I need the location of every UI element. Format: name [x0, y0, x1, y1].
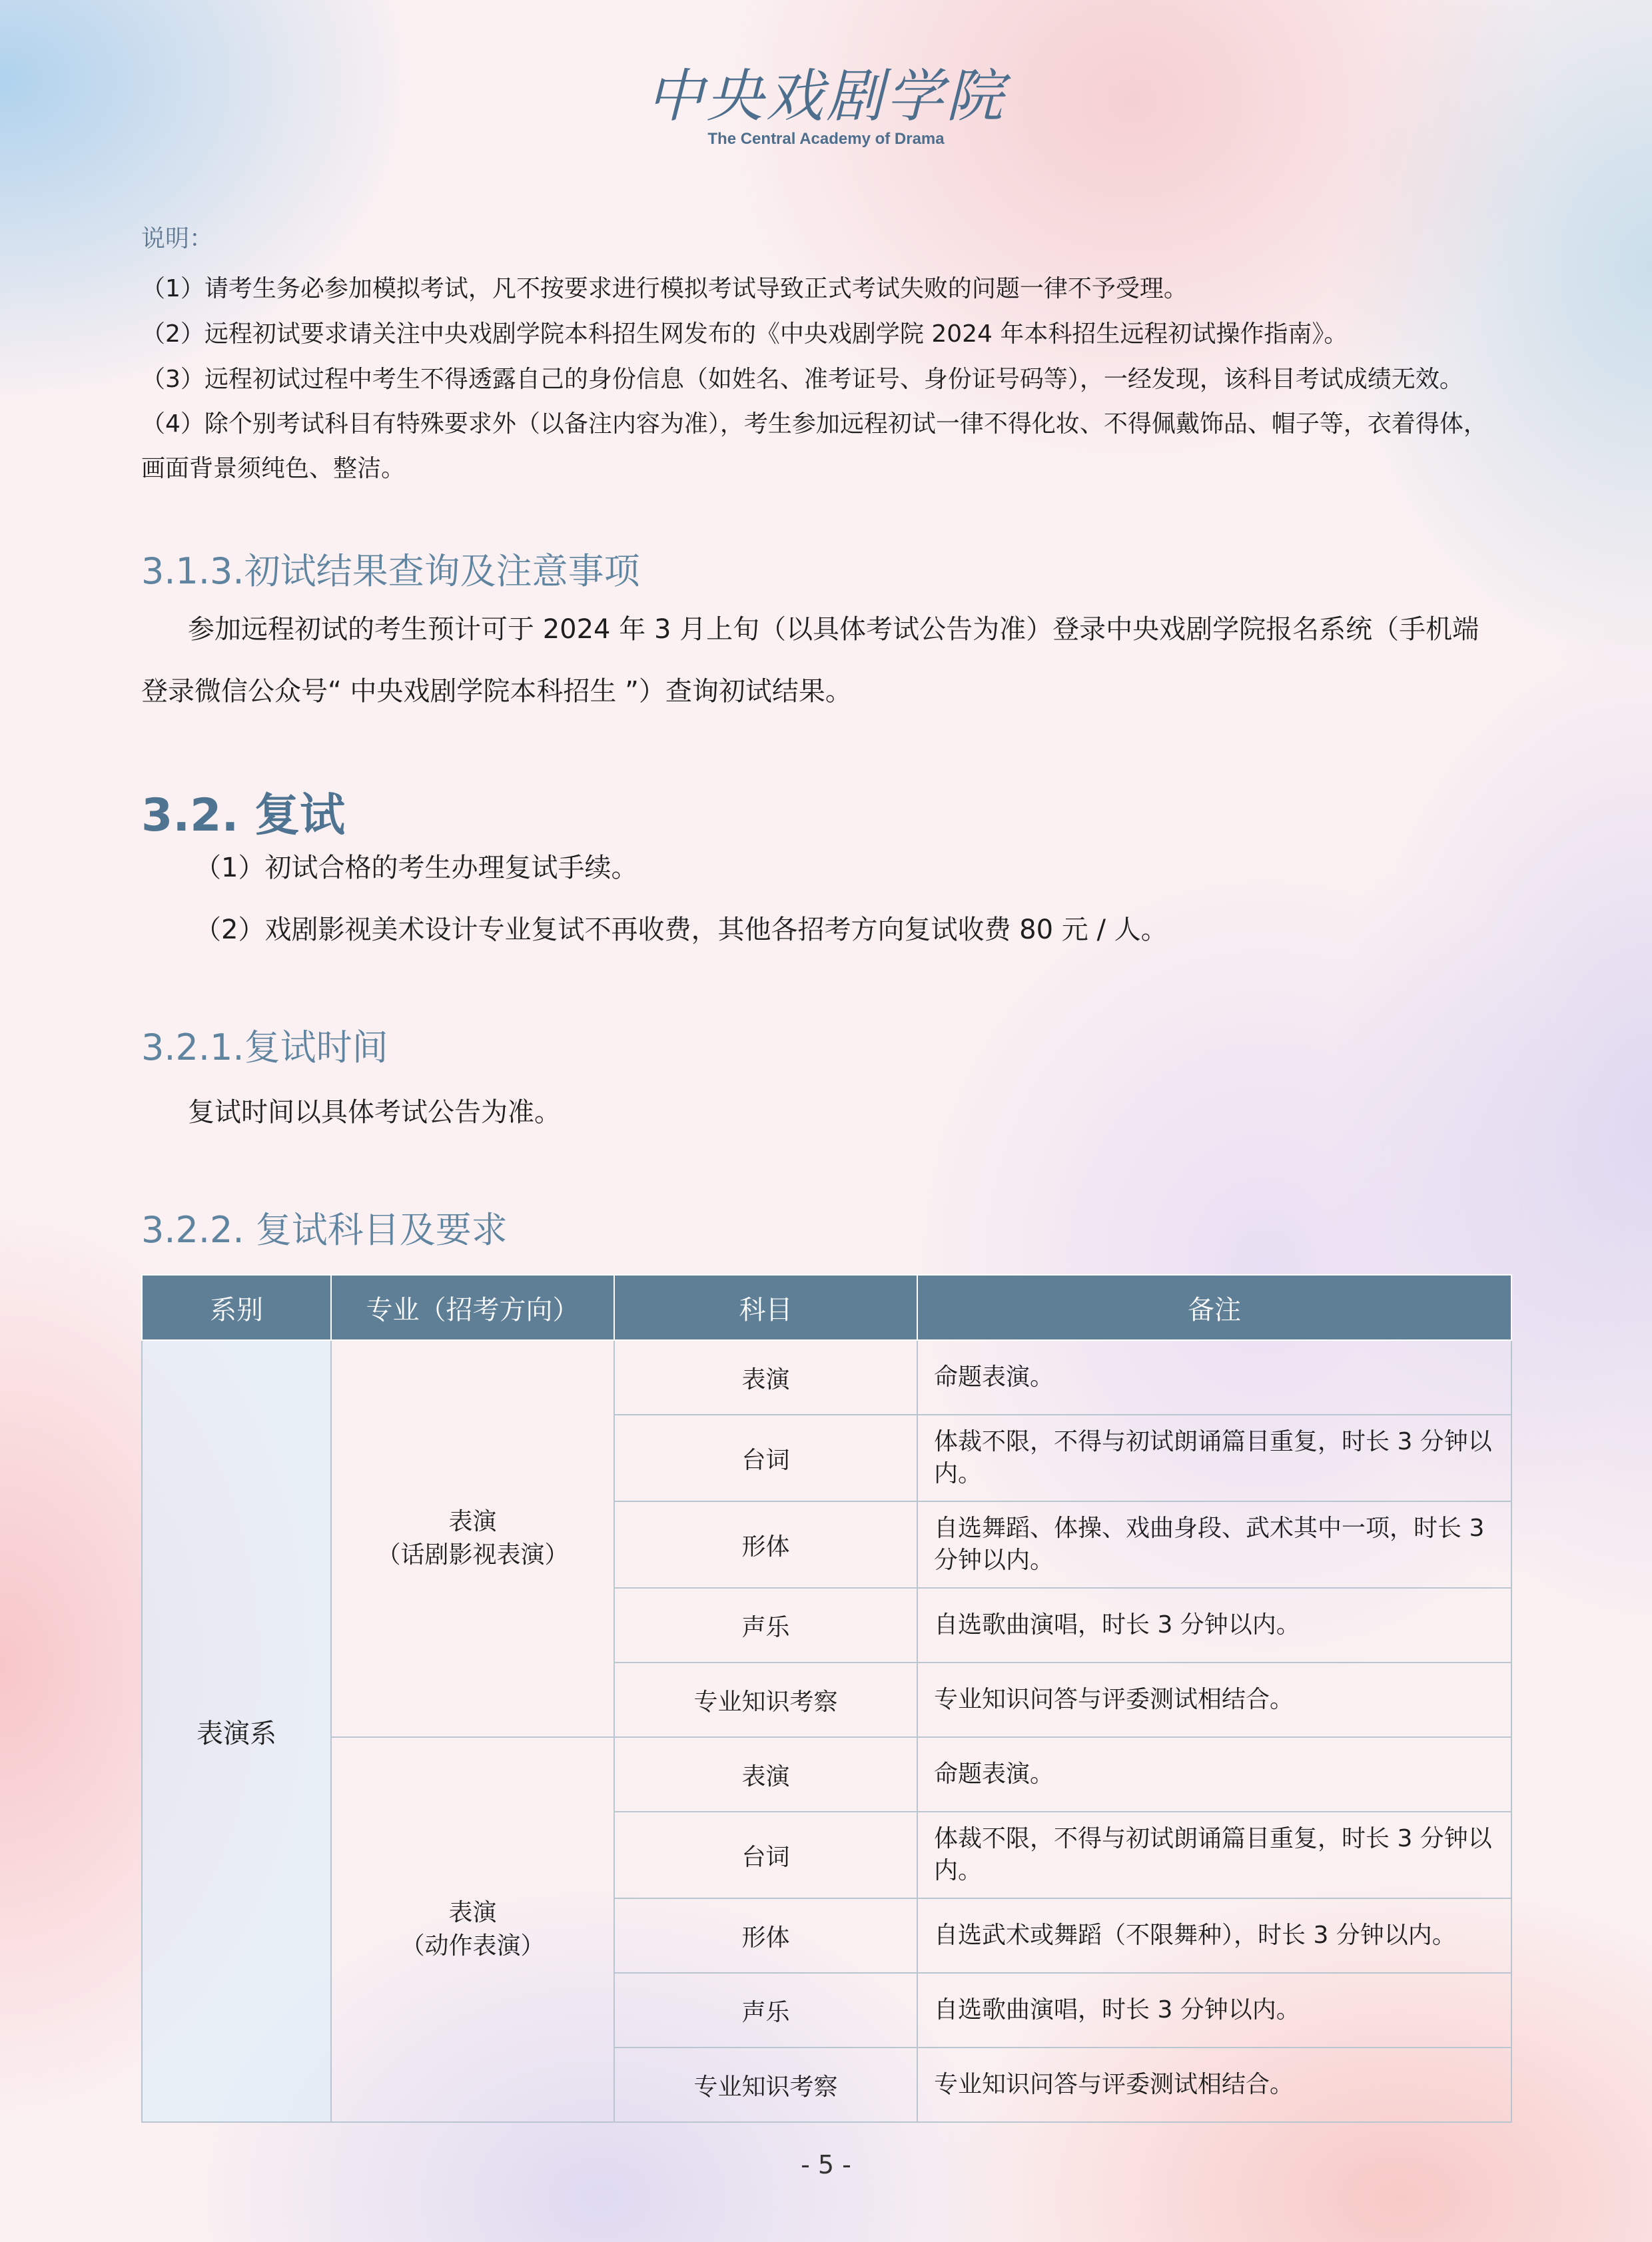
subject-cell: 专业知识考察: [614, 2048, 917, 2122]
dept-cell: 表演系: [142, 1340, 331, 2122]
heading-3-2-2: 3.2.2. 复试科目及要求: [141, 1209, 508, 1251]
note-item-4: （4）除个别考试科目有特殊要求外（以备注内容为准），考生参加远程初试一律不得化妆、不得佩戴饰品、帽子等，衣着得体，: [141, 410, 1487, 438]
sec-313-line-1: 参加远程初试的考生预计可于 2024 年 3 月上旬（以具体考试公告为准）登录中央戏剧学院报名系统（手机端: [188, 614, 1479, 645]
note-cell: 自选歌曲演唱，时长 3 分钟以内。: [917, 1973, 1511, 2048]
subject-cell: 声乐: [614, 1588, 917, 1663]
subject-cell: 表演: [614, 1737, 917, 1812]
heading-3-1-3: 3.1.3.初试结果查询及注意事项: [141, 550, 640, 592]
major-cell: [331, 1340, 614, 1737]
retest-subjects-table: [141, 1274, 1512, 2123]
note-cell: 专业知识问答与评委测试相结合。: [917, 2048, 1511, 2122]
table-row: [142, 1737, 1511, 1812]
subject-cell: 台词: [614, 1415, 917, 1501]
subject-cell: 形体: [614, 1898, 917, 1973]
notes-title: 说明：: [141, 225, 214, 252]
logo-english: The Central Academy of Drama: [707, 130, 945, 148]
subject-cell: 专业知识考察: [614, 1663, 917, 1737]
note-cell: 自选歌曲演唱，时长 3 分钟以内。: [917, 1588, 1511, 1663]
header-major: 专业（招考方向）: [331, 1275, 614, 1340]
header-dept: 系别: [142, 1275, 331, 1340]
sec-32-item-2: （2）戏剧影视美术设计专业复试不再收费，其他各招考方向复试收费 80 元 / 人。: [195, 915, 1168, 945]
note-cell: 自选舞蹈、体操、戏曲身段、武术其中一项，时长 3 分钟以内。: [917, 1501, 1511, 1588]
major-cell: [331, 1737, 614, 2122]
major-direction: （动作表演）: [400, 1932, 545, 1960]
note-cell: 自选武术或舞蹈（不限舞种），时长 3 分钟以内。: [917, 1898, 1511, 1973]
major-direction: （话剧影视表演）: [376, 1541, 569, 1569]
major-name: 表演: [448, 1899, 497, 1926]
subject-cell: 形体: [614, 1501, 917, 1588]
sec-32-item-1: （1）初试合格的考生办理复试手续。: [195, 853, 638, 883]
header-subject: 科目: [614, 1275, 917, 1340]
note-item-1: （1）请考生务必参加模拟考试，凡不按要求进行模拟考试导致正式考试失败的问题一律不予受理。: [141, 275, 1188, 302]
note-cell: 专业知识问答与评委测试相结合。: [917, 1663, 1511, 1737]
heading-3-2: 3.2. 复试: [141, 789, 345, 842]
table-header-row: [142, 1275, 1511, 1340]
note-item-3: （3）远程初试过程中考生不得透露自己的身份信息（如姓名、准考证号、身份证号码等），一经发现，该科目考试成绩无效。: [141, 366, 1463, 393]
note-cell: 命题表演。: [917, 1340, 1511, 1415]
note-item-2: （2）远程初试要求请关注中央戏剧学院本科招生网发布的《中央戏剧学院 2024 年本科招生远程初试操作指南》。: [141, 320, 1348, 348]
sec-321-text: 复试时间以具体考试公告为准。: [188, 1097, 561, 1128]
sec-313-line-2: 登录微信公众号“ 中央戏剧学院本科招生 ”）查询初试结果。: [141, 676, 852, 707]
note-item-4-cont: 画面背景须纯色、整洁。: [141, 455, 406, 482]
header-note: 备注: [917, 1275, 1511, 1340]
logo: [0, 63, 1652, 149]
page-number: - 5 -: [801, 2150, 851, 2179]
note-cell: 命题表演。: [917, 1737, 1511, 1812]
major-name: 表演: [448, 1508, 497, 1535]
subject-cell: 声乐: [614, 1973, 917, 2048]
subject-cell: 表演: [614, 1340, 917, 1415]
table-row: [142, 1340, 1511, 1415]
logo-chinese: 中央戏剧学院: [646, 63, 1006, 130]
heading-3-2-1: 3.2.1.复试时间: [141, 1026, 388, 1068]
note-cell: 体裁不限，不得与初试朗诵篇目重复，时长 3 分钟以内。: [917, 1415, 1511, 1501]
note-cell: 体裁不限，不得与初试朗诵篇目重复，时长 3 分钟以内。: [917, 1812, 1511, 1898]
subject-cell: 台词: [614, 1812, 917, 1898]
